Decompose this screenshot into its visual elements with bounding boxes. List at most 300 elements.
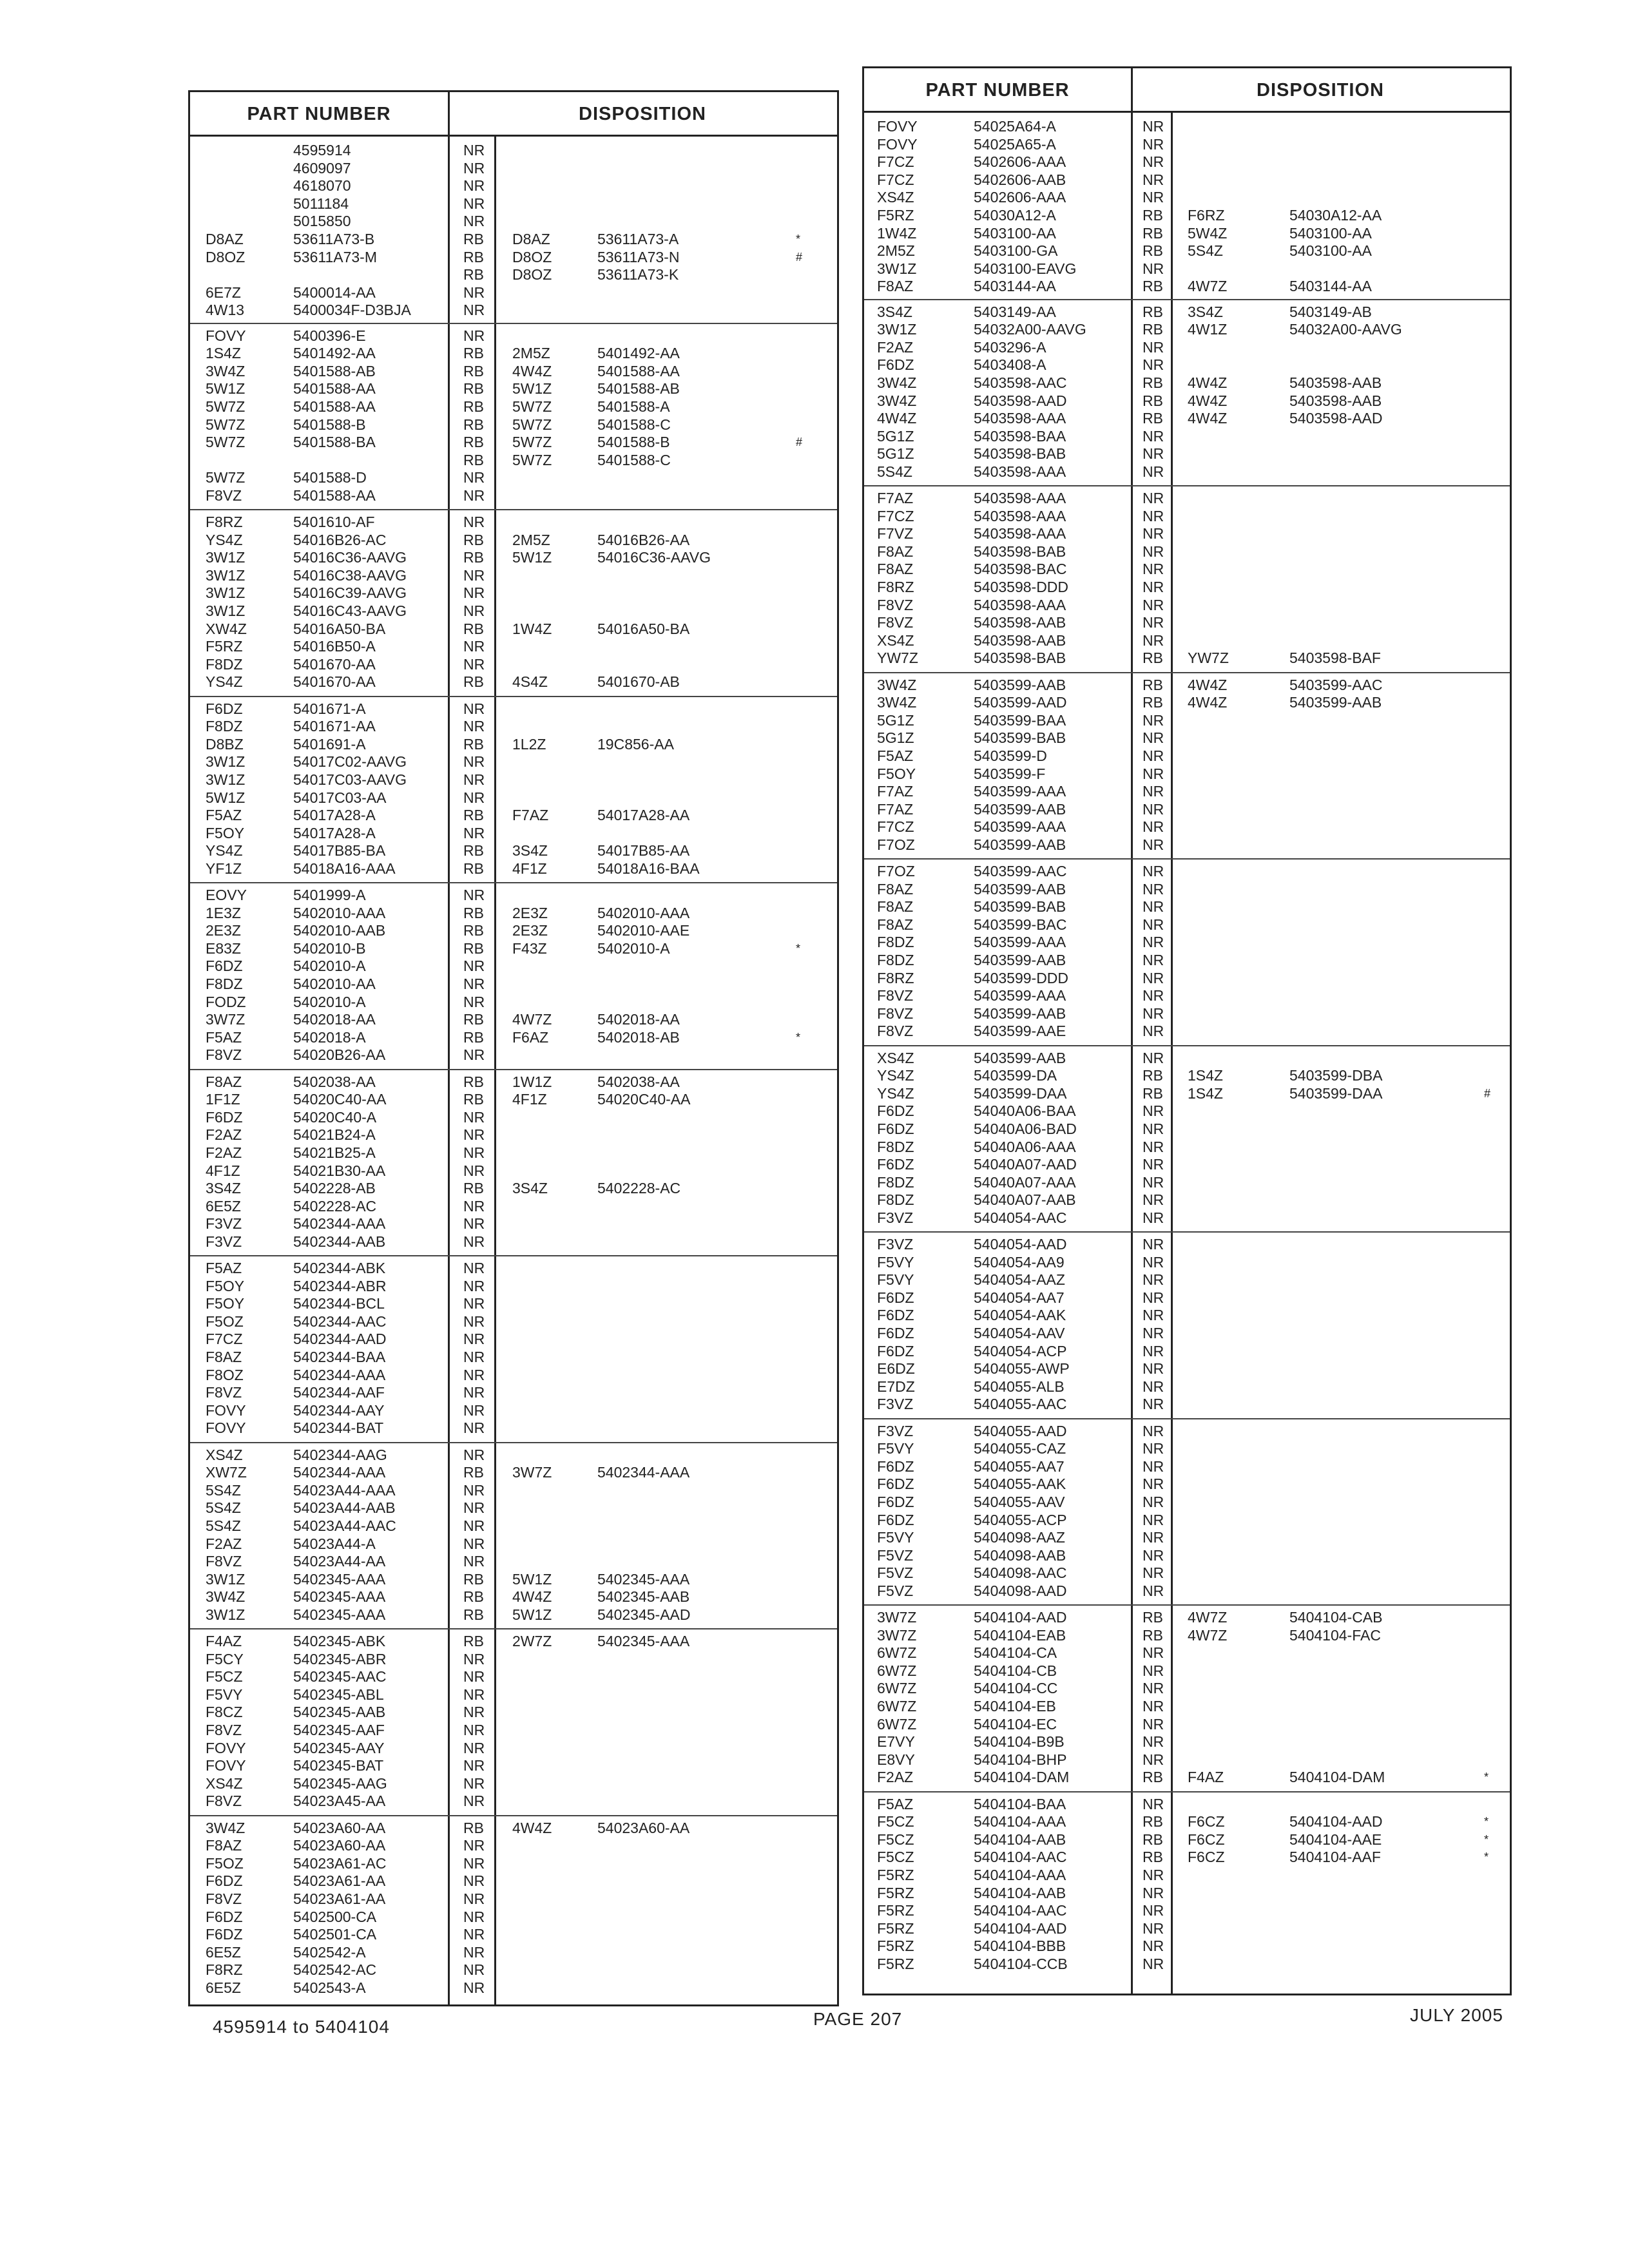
table-row bbox=[864, 880, 1510, 898]
model-code: F7AZ bbox=[877, 783, 914, 800]
part-number: 5404055-ALB bbox=[974, 1378, 1065, 1395]
disposition-code: NR bbox=[463, 1872, 485, 1890]
model-code: F6DZ bbox=[877, 1493, 914, 1510]
model-code: F6DZ bbox=[877, 1457, 914, 1475]
part-number: 54025A64-A bbox=[974, 118, 1056, 135]
part-number: 5401588-AA bbox=[293, 380, 376, 398]
disposition-code: RB bbox=[1142, 278, 1163, 295]
part-number: 5402345-ABR bbox=[293, 1650, 387, 1667]
model-code: FOVY bbox=[206, 1757, 246, 1774]
part-number: 5402501-CA bbox=[293, 1926, 377, 1943]
disposition-code: RB bbox=[463, 1011, 484, 1028]
replacement-part-number: 5403100-AA bbox=[1289, 242, 1372, 260]
part-number: 54023A44-AAC bbox=[293, 1517, 396, 1534]
table-row bbox=[190, 548, 837, 566]
part-number: 5402345-AAA bbox=[293, 1606, 386, 1623]
model-code: 5G1Z bbox=[877, 711, 914, 729]
table-row bbox=[864, 1679, 1510, 1697]
model-code: F6DZ bbox=[206, 957, 243, 975]
part-number: 5403598-BAB bbox=[974, 445, 1066, 463]
replacement-model-code: 5W1Z bbox=[512, 1570, 552, 1588]
model-code: F7OZ bbox=[877, 863, 915, 879]
replacement-part-number: 54023A60-AA bbox=[597, 1819, 690, 1836]
disposition-code: NR bbox=[463, 159, 485, 177]
row-group bbox=[864, 858, 1510, 1046]
replacement-part-number: 5403598-AAB bbox=[1289, 392, 1382, 409]
model-code: 2M5Z bbox=[877, 242, 915, 260]
disposition-code: NR bbox=[463, 1331, 485, 1348]
disposition-code: NR bbox=[463, 302, 485, 319]
part-number: 5401671-A bbox=[293, 700, 366, 717]
model-code: F8AZ bbox=[877, 543, 914, 560]
table-row bbox=[190, 602, 837, 620]
table-row bbox=[864, 374, 1510, 392]
table-row bbox=[190, 380, 837, 398]
table-row bbox=[190, 159, 837, 177]
model-code: F8AZ bbox=[206, 1073, 242, 1090]
model-code: F8DZ bbox=[877, 952, 914, 968]
disposition-code: RB bbox=[463, 673, 484, 691]
disposition-code: NR bbox=[1142, 463, 1164, 480]
table-row bbox=[864, 1582, 1510, 1600]
replacement-part-number: 5404104-AAD bbox=[1289, 1813, 1383, 1831]
replacement-part-number: 19C856-AA bbox=[597, 735, 674, 753]
disposition-code: NR bbox=[463, 284, 485, 301]
model-code: F5VY bbox=[877, 1440, 914, 1457]
model-code: F4AZ bbox=[206, 1633, 242, 1649]
model-code: F6DZ bbox=[206, 1908, 243, 1925]
part-number: 54020C40-A bbox=[293, 1108, 377, 1126]
part-number: 5403599-DAA bbox=[974, 1084, 1067, 1102]
table-row bbox=[864, 693, 1510, 711]
replacement-model-code: 4W4Z bbox=[1188, 410, 1228, 427]
table-row bbox=[190, 1046, 837, 1064]
note-mark: * bbox=[796, 233, 801, 245]
disposition-code: NR bbox=[1142, 596, 1164, 613]
model-code: 5G1Z bbox=[877, 427, 914, 445]
part-number: 5402018-A bbox=[293, 1028, 366, 1046]
table-row bbox=[190, 1632, 837, 1650]
disposition-code: NR bbox=[463, 1739, 485, 1756]
table-row bbox=[864, 560, 1510, 578]
disposition-code: NR bbox=[463, 655, 485, 673]
disposition-code: NR bbox=[1142, 1023, 1164, 1040]
disposition-code: RB bbox=[463, 904, 484, 921]
table-row bbox=[864, 1422, 1510, 1440]
model-code: F5AZ bbox=[877, 747, 914, 764]
model-code: E8VY bbox=[877, 1751, 915, 1768]
disposition-code: RB bbox=[463, 1180, 484, 1197]
disposition-code: NR bbox=[1142, 863, 1164, 879]
table-row bbox=[864, 1173, 1510, 1191]
part-number: 5404054-ACP bbox=[974, 1342, 1067, 1360]
part-number: 5402344-AAF bbox=[293, 1384, 385, 1401]
part-number: 5402010-AAB bbox=[293, 922, 386, 939]
part-number: 5402500-CA bbox=[293, 1908, 377, 1925]
disposition-code: NR bbox=[463, 1277, 485, 1294]
part-number: 5403599-AAE bbox=[974, 1023, 1066, 1040]
part-number: 5403599-DDD bbox=[974, 969, 1069, 986]
model-code: F3VZ bbox=[877, 1396, 914, 1413]
model-code: F5CY bbox=[206, 1650, 244, 1667]
table-row bbox=[190, 1366, 837, 1384]
replacement-model-code: 5W1Z bbox=[512, 1606, 552, 1623]
disposition-code: RB bbox=[1142, 1609, 1163, 1626]
table-row bbox=[190, 1819, 837, 1837]
replacement-model-code: D8AZ bbox=[512, 231, 550, 247]
table-row bbox=[190, 655, 837, 673]
part-number: 5403598-AAA bbox=[974, 490, 1066, 506]
disposition-code: RB bbox=[463, 735, 484, 753]
disposition-code: NR bbox=[463, 1312, 485, 1330]
part-number: 5403599-AAB bbox=[974, 952, 1066, 968]
disposition-code: NR bbox=[463, 1384, 485, 1401]
model-code: F3VZ bbox=[877, 1209, 914, 1226]
disposition-code: NR bbox=[463, 327, 485, 344]
model-code: F5RZ bbox=[206, 638, 243, 655]
disposition-code: NR bbox=[463, 1366, 485, 1383]
model-code: F8VZ bbox=[206, 1890, 242, 1907]
part-number: 5404054-AA7 bbox=[974, 1289, 1065, 1306]
model-code: XS4Z bbox=[877, 631, 914, 649]
disposition-code: NR bbox=[1142, 1325, 1164, 1341]
disposition-code: RB bbox=[463, 939, 484, 957]
table-row bbox=[190, 1090, 837, 1108]
replacement-part-number: 5404104-FAC bbox=[1289, 1626, 1381, 1644]
disposition-code: NR bbox=[1142, 356, 1164, 374]
disposition-code: NR bbox=[463, 1349, 485, 1365]
replacement-part-number: 54017B85-AA bbox=[597, 842, 690, 860]
row-group bbox=[864, 1231, 1510, 1419]
table-row bbox=[190, 1401, 837, 1419]
disposition-code: NR bbox=[463, 1144, 485, 1161]
model-code: 5S4Z bbox=[206, 1499, 241, 1517]
table-row bbox=[864, 507, 1510, 525]
model-code: 3W1Z bbox=[206, 549, 246, 566]
model-code: 5S4Z bbox=[206, 1481, 241, 1499]
row-group bbox=[864, 1604, 1510, 1792]
part-number: 5404054-AAV bbox=[974, 1325, 1065, 1341]
table-row bbox=[864, 1546, 1510, 1564]
table-row bbox=[864, 489, 1510, 507]
table-row bbox=[864, 676, 1510, 694]
replacement-model-code: 4W4Z bbox=[1188, 694, 1228, 711]
part-number: 5401691-A bbox=[293, 735, 366, 753]
disposition-code: NR bbox=[463, 718, 485, 735]
part-number: 5404055-AAV bbox=[974, 1493, 1065, 1510]
part-number: 4618070 bbox=[293, 177, 351, 195]
part-number: 5400014-AA bbox=[293, 284, 376, 301]
table-row bbox=[864, 1919, 1510, 1937]
model-code: F6DZ bbox=[877, 1511, 914, 1528]
model-code: FOVY bbox=[206, 1401, 246, 1419]
table-row bbox=[190, 1925, 837, 1943]
table-row bbox=[190, 753, 837, 771]
table-row bbox=[864, 951, 1510, 969]
replacement-model-code: 1L2Z bbox=[512, 735, 546, 753]
model-code: 5W1Z bbox=[206, 380, 246, 398]
model-code: F8VZ bbox=[206, 486, 242, 504]
model-code: 4W13 bbox=[206, 302, 245, 319]
part-number: 5404104-AAB bbox=[974, 1831, 1066, 1848]
part-number: 5403598-BAA bbox=[974, 427, 1066, 445]
model-code: F8VZ bbox=[206, 1722, 242, 1738]
model-code: F8VZ bbox=[206, 1553, 242, 1570]
table-row bbox=[864, 524, 1510, 543]
part-number: 5404098-AAB bbox=[974, 1546, 1066, 1564]
model-code: F6DZ bbox=[877, 1307, 914, 1324]
part-number: 54040A06-BAD bbox=[974, 1120, 1077, 1137]
part-number: 5402010-AA bbox=[293, 975, 376, 992]
part-number: 5402344-ABR bbox=[293, 1277, 387, 1294]
row-group bbox=[864, 299, 1510, 487]
replacement-model-code: 5S4Z bbox=[1188, 242, 1223, 260]
table-row bbox=[864, 242, 1510, 260]
table-row bbox=[190, 1517, 837, 1535]
replacement-part-number: 5402038-AA bbox=[597, 1073, 680, 1090]
part-number: 5402228-AB bbox=[293, 1180, 376, 1197]
disposition-code: NR bbox=[463, 1260, 485, 1276]
model-code: 6W7Z bbox=[877, 1644, 917, 1662]
replacement-part-number: 5401492-AA bbox=[597, 345, 680, 362]
model-code: F5RZ bbox=[877, 1866, 914, 1883]
disposition-code: RB bbox=[1142, 1084, 1163, 1102]
replacement-part-number: 53611A73-K bbox=[597, 266, 679, 284]
disposition-code: NR bbox=[1142, 118, 1164, 135]
disposition-code: NR bbox=[1142, 916, 1164, 933]
part-number: 5403598-AAD bbox=[974, 392, 1067, 409]
disposition-code: RB bbox=[1142, 224, 1163, 242]
table-row bbox=[190, 1872, 837, 1890]
model-code: F8AZ bbox=[877, 880, 914, 898]
table-row bbox=[190, 620, 837, 638]
disposition-code: NR bbox=[463, 887, 485, 903]
part-number: 54020B26-AA bbox=[293, 1046, 386, 1064]
replacement-part-number: 5401588-AB bbox=[597, 380, 680, 398]
model-code: F7CZ bbox=[877, 153, 914, 171]
table-row bbox=[190, 921, 837, 939]
table-row bbox=[190, 700, 837, 718]
table-row bbox=[864, 303, 1510, 321]
part-number: 54020C40-AA bbox=[293, 1091, 387, 1108]
part-number: 5402344-BAA bbox=[293, 1349, 386, 1365]
table-row bbox=[190, 486, 837, 505]
part-number: 54016B50-A bbox=[293, 638, 376, 655]
disposition-code: RB bbox=[1142, 410, 1163, 427]
disposition-code: NR bbox=[1142, 153, 1164, 171]
part-number: 5403599-AAA bbox=[974, 934, 1066, 951]
model-code: F6DZ bbox=[877, 1120, 914, 1137]
table-row bbox=[864, 1733, 1510, 1751]
disposition-code: NR bbox=[1142, 1884, 1164, 1901]
table-row bbox=[864, 188, 1510, 206]
model-code: F8VZ bbox=[877, 614, 914, 631]
replacement-model-code: 2E3Z bbox=[512, 904, 548, 921]
table-row bbox=[190, 789, 837, 807]
replacement-part-number: 5403598-AAB bbox=[1289, 374, 1382, 391]
part-number: 5402344-ABK bbox=[293, 1260, 386, 1276]
table-row bbox=[190, 1979, 837, 1997]
part-number: 5402345-AAA bbox=[293, 1588, 386, 1606]
table-row bbox=[190, 1144, 837, 1162]
disposition-code: NR bbox=[463, 177, 485, 195]
model-code: 6E5Z bbox=[206, 1979, 241, 1996]
part-number: 5404104-DAM bbox=[974, 1769, 1070, 1786]
part-number: 5404055-AAC bbox=[974, 1396, 1067, 1413]
part-number: 5402606-AAB bbox=[974, 171, 1066, 188]
part-number: 5404104-BBB bbox=[974, 1937, 1066, 1955]
row-group bbox=[190, 882, 837, 1070]
model-code: F5CZ bbox=[877, 1831, 914, 1848]
table-row bbox=[864, 1715, 1510, 1733]
part-number: 5403598-AAA bbox=[974, 596, 1066, 613]
part-number: 5403599-D bbox=[974, 747, 1047, 764]
part-number: 5403599-DA bbox=[974, 1067, 1057, 1084]
part-number: 5403599-AAB bbox=[974, 676, 1066, 693]
disposition-code: NR bbox=[1142, 1457, 1164, 1475]
page-number: PAGE 207 bbox=[813, 2009, 903, 2029]
model-code: F8RZ bbox=[877, 969, 914, 986]
table-row bbox=[190, 735, 837, 753]
table-row bbox=[864, 1662, 1510, 1680]
part-number: 5402344-AAY bbox=[293, 1401, 385, 1419]
part-number: 5403598-AAA bbox=[974, 525, 1066, 543]
disposition-code: NR bbox=[463, 514, 485, 530]
disposition-code: NR bbox=[1142, 1307, 1164, 1324]
table-row bbox=[190, 1348, 837, 1366]
table-row bbox=[190, 1792, 837, 1810]
disposition-code: RB bbox=[1142, 392, 1163, 409]
replacement-part-number: 5404104-AAF bbox=[1289, 1849, 1381, 1866]
replacement-model-code: 1W1Z bbox=[512, 1073, 552, 1090]
model-code: E6DZ bbox=[877, 1360, 915, 1378]
part-number: 5404055-AAD bbox=[974, 1422, 1067, 1439]
part-number: 54023A44-AAA bbox=[293, 1481, 396, 1499]
part-number: 5403296-A bbox=[974, 338, 1046, 356]
model-code: 3W4Z bbox=[206, 1588, 246, 1606]
disposition-code: NR bbox=[1142, 1102, 1164, 1120]
part-number: 5404104-BHP bbox=[974, 1751, 1067, 1768]
replacement-model-code: F43Z bbox=[512, 939, 547, 957]
note-mark: * bbox=[1484, 1815, 1489, 1829]
table-row bbox=[190, 1215, 837, 1233]
table-row bbox=[864, 1235, 1510, 1253]
table-row bbox=[864, 969, 1510, 987]
part-number: 5402542-A bbox=[293, 1943, 366, 1961]
note-mark: # bbox=[796, 250, 803, 264]
model-code: XW7Z bbox=[206, 1464, 247, 1481]
model-code: F5OY bbox=[206, 1277, 245, 1294]
part-number: 5404104-AAC bbox=[974, 1849, 1067, 1866]
part-number: 5403599-AAD bbox=[974, 694, 1067, 711]
model-code: F6DZ bbox=[877, 1475, 914, 1493]
replacement-model-code: 4W7Z bbox=[1188, 278, 1228, 295]
part-number: 5404104-AAD bbox=[974, 1919, 1067, 1937]
model-code: 5W7Z bbox=[206, 398, 246, 415]
model-code: F3VZ bbox=[206, 1233, 242, 1250]
replacement-part-number: 5402018-AA bbox=[597, 1011, 680, 1028]
part-number: 54016C43-AAVG bbox=[293, 602, 407, 619]
replacement-part-number: 5402345-AAD bbox=[597, 1606, 691, 1623]
disposition-code: NR bbox=[1142, 1191, 1164, 1209]
part-number: 5403598-AAA bbox=[974, 463, 1066, 480]
model-code: E7VY bbox=[877, 1733, 915, 1751]
table-row bbox=[864, 916, 1510, 934]
replacement-model-code: 3W7Z bbox=[512, 1464, 552, 1481]
replacement-model-code: 4W4Z bbox=[512, 1819, 552, 1836]
table-row bbox=[190, 886, 837, 904]
table-row bbox=[864, 1271, 1510, 1289]
disposition-code: NR bbox=[1142, 952, 1164, 968]
table-row bbox=[190, 1419, 837, 1437]
part-number: 54017A28-A bbox=[293, 807, 376, 824]
part-number: 5402345-ABL bbox=[293, 1686, 384, 1703]
table-row bbox=[190, 1073, 837, 1091]
model-code: 5S4Z bbox=[877, 463, 912, 480]
disposition-code: NR bbox=[1142, 987, 1164, 1004]
disposition-code: NR bbox=[463, 1162, 485, 1179]
part-number: 5015850 bbox=[293, 213, 351, 230]
disposition-code: NR bbox=[463, 195, 485, 212]
disposition-code: RB bbox=[463, 1028, 484, 1046]
replacement-part-number: 5404104-DAM bbox=[1289, 1769, 1385, 1786]
table-row bbox=[190, 1126, 837, 1144]
table-row bbox=[864, 320, 1510, 338]
replacement-model-code: 4W4Z bbox=[1188, 676, 1228, 693]
model-code: XS4Z bbox=[877, 189, 914, 206]
row-group bbox=[864, 115, 1510, 302]
part-number: 5401670-AA bbox=[293, 655, 376, 673]
model-code: 5G1Z bbox=[877, 729, 914, 747]
replacement-model-code: YW7Z bbox=[1188, 649, 1229, 667]
left-parts-table bbox=[188, 90, 839, 2006]
table-row bbox=[864, 1004, 1510, 1023]
table-row bbox=[864, 1795, 1510, 1813]
disposition-code: NR bbox=[1142, 800, 1164, 818]
row-group bbox=[190, 1442, 837, 1630]
table-row bbox=[864, 1626, 1510, 1644]
disposition-code: NR bbox=[1142, 1422, 1164, 1439]
replacement-model-code: 3S4Z bbox=[1188, 303, 1223, 320]
model-code: F5CZ bbox=[877, 1813, 914, 1831]
row-group bbox=[190, 323, 837, 511]
disposition-code: RB bbox=[463, 531, 484, 548]
disposition-code: NR bbox=[1142, 1253, 1164, 1271]
table-row bbox=[864, 1697, 1510, 1715]
model-code: F8AZ bbox=[877, 916, 914, 933]
part-number: 4595914 bbox=[293, 142, 351, 159]
part-number: 54021B25-A bbox=[293, 1144, 376, 1161]
page-date: JULY 2005 bbox=[1410, 2005, 1503, 2025]
table-row bbox=[190, 1756, 837, 1774]
note-mark: * bbox=[796, 941, 801, 955]
disposition-code: RB bbox=[463, 1570, 484, 1588]
replacement-model-code: 4W4Z bbox=[512, 362, 552, 380]
disposition-code: NR bbox=[1142, 1049, 1164, 1066]
table-row bbox=[190, 1330, 837, 1348]
part-number: 54040A06-BAA bbox=[974, 1102, 1076, 1120]
table-row bbox=[190, 1162, 837, 1180]
model-code: F5AZ bbox=[206, 807, 242, 824]
table-row bbox=[864, 1768, 1510, 1786]
part-number: 5403598-AAA bbox=[974, 410, 1066, 427]
table-row bbox=[190, 1197, 837, 1215]
table-row bbox=[190, 531, 837, 549]
replacement-part-number: 54020C40-AA bbox=[597, 1091, 691, 1108]
part-number: 5401492-AA bbox=[293, 345, 376, 362]
replacement-model-code: 1S4Z bbox=[1188, 1084, 1223, 1102]
replacement-model-code: F7AZ bbox=[512, 807, 549, 824]
